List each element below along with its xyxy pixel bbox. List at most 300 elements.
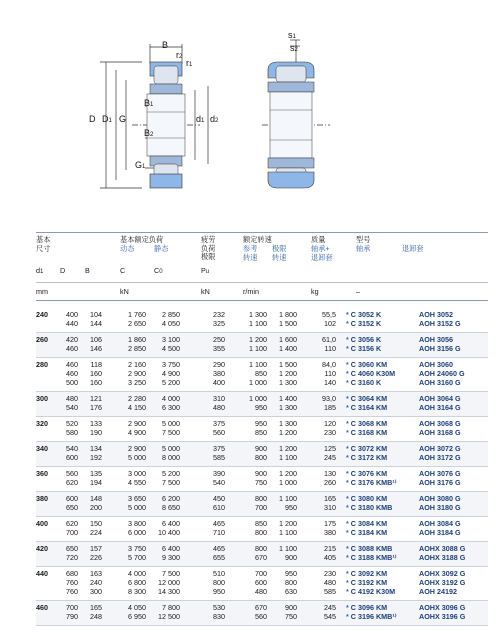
cell-outside-diameter-line: 460 <box>66 344 78 353</box>
cell-mass <box>314 360 336 387</box>
units-top-rule <box>36 282 488 283</box>
cell-mass <box>314 603 336 621</box>
cell-mass-line: 55,5 <box>322 310 336 319</box>
cell-fatigue-limit-line: 465 <box>213 544 225 553</box>
cell-width-line: 300 <box>90 587 102 596</box>
cell-bore-diameter: 240 <box>36 310 48 319</box>
cell-fatigue-limit <box>201 360 225 387</box>
popular-item-star: * <box>346 369 351 378</box>
designation-text: C 3164 KM <box>350 403 388 412</box>
designation-text: C 4192 K30M <box>350 587 396 596</box>
header-designation-bearing: 轴承 <box>356 244 371 253</box>
popular-item-star: * <box>346 444 351 453</box>
designation-text: C 3172 KM <box>350 453 388 462</box>
popular-item-star: * <box>346 612 351 621</box>
cell-fatigue-limit-line: 950 <box>213 587 225 596</box>
cell-static-load-line: 10 400 <box>158 528 180 537</box>
cell-reference-speed-line: 600 <box>255 578 267 587</box>
cell-outside-diameter-line: 600 <box>66 494 78 503</box>
cell-designation <box>346 519 416 537</box>
cell-limiting-speed-line: 1 100 <box>279 453 297 462</box>
label-B: B <box>162 40 169 50</box>
cell-width <box>86 394 102 412</box>
header-fatigue: 疲劳 负荷 极限 <box>201 235 216 261</box>
cell-designation <box>346 469 416 487</box>
cell-reference-speed-line: 800 <box>255 528 267 537</box>
cell-fatigue-limit <box>201 603 225 621</box>
cell-width-line: 160 <box>90 369 102 378</box>
cell-designation-line <box>346 469 416 478</box>
cell-outside-diameter-line: 460 <box>66 369 78 378</box>
cell-reference-speed-line: 1 100 <box>249 319 267 328</box>
cell-reference-speed-line: 800 <box>255 494 267 503</box>
cell-dynamic-load <box>120 335 146 353</box>
cell-limiting-speed <box>271 519 297 537</box>
label-D: D <box>89 114 96 124</box>
cell-fatigue-limit <box>201 569 225 596</box>
cell-limiting-speed-line: 750 <box>285 612 297 621</box>
cell-limiting-speed-line: 1 300 <box>279 419 297 428</box>
cell-static-load-line: 7 500 <box>162 478 180 487</box>
cell-reference-speed-line: 950 <box>255 403 267 412</box>
units-bottom-rule <box>36 300 488 301</box>
cell-static-load-line: 7 800 <box>162 603 180 612</box>
cell-static-load-line: 12 000 <box>158 578 180 587</box>
unit-rmin: r/min <box>243 287 259 296</box>
designation-text: C 3056 K <box>350 335 382 344</box>
cell-designation-line <box>346 603 416 612</box>
label-r2: r2 <box>176 50 183 60</box>
cell-limiting-speed-line: 1 100 <box>279 494 297 503</box>
cell-outside-diameter-line: 400 <box>66 310 78 319</box>
cell-outside-diameter-line: 720 <box>66 553 78 562</box>
cell-designation-line <box>346 403 416 412</box>
cell-static-load-line: 5 000 <box>162 419 180 428</box>
cell-fatigue-limit-line: 465 <box>213 519 225 528</box>
cell-outside-diameter-line: 440 <box>66 319 78 328</box>
popular-item-star: * <box>346 310 351 319</box>
cell-dynamic-load-line: 3 650 <box>128 494 146 503</box>
cell-mass-line: 84,0 <box>322 360 336 369</box>
cell-designation-line <box>346 544 416 553</box>
designation-text: C 3192 KM <box>350 578 388 587</box>
cell-limiting-speed-line: 1 100 <box>279 544 297 553</box>
designation-text: C 3196 KMB¹⁾ <box>350 612 397 621</box>
cell-limiting-speed <box>271 394 297 412</box>
cell-mass <box>314 519 336 537</box>
cell-mass-line: 380 <box>324 528 336 537</box>
cell-designation-line <box>346 453 416 462</box>
designation-text: C 3068 KM <box>350 419 388 428</box>
unit-kN: kN <box>120 287 129 296</box>
popular-item-star: * <box>346 378 351 387</box>
cell-dynamic-load-line: 2 900 <box>128 369 146 378</box>
cell-mass <box>314 335 336 353</box>
cell-width <box>86 569 102 596</box>
cell-mass-line: 245 <box>324 603 336 612</box>
header-speed-lim: 极限 转速 <box>272 244 287 262</box>
cell-outside-diameter-line: 700 <box>66 528 78 537</box>
cell-fatigue-limit-line: 480 <box>213 403 225 412</box>
cell-mass <box>314 494 336 512</box>
cell-withdrawal-sleeve-line: AOHX 3192 G <box>419 578 466 587</box>
cell-dynamic-load-line: 5 000 <box>128 453 146 462</box>
cell-width <box>86 469 102 487</box>
cell-limiting-speed-line: 1 200 <box>279 444 297 453</box>
cell-designation <box>346 360 416 387</box>
cell-outside-diameter-line: 480 <box>66 394 78 403</box>
cell-designation-line <box>346 478 416 487</box>
cell-limiting-speed-line: 1 300 <box>279 403 297 412</box>
cell-withdrawal-sleeve <box>419 419 487 437</box>
cell-outside-diameter-line: 420 <box>66 335 78 344</box>
cell-fatigue-limit <box>201 419 225 437</box>
cell-dynamic-load-line: 5 000 <box>128 503 146 512</box>
cell-outside-diameter-line: 540 <box>66 444 78 453</box>
header-designation: 型号 <box>356 235 371 244</box>
cell-limiting-speed <box>271 494 297 512</box>
cell-designation-line <box>346 335 416 344</box>
designation-text: C 3092 KM <box>350 569 388 578</box>
cell-withdrawal-sleeve-line: AOH 3184 G <box>419 528 461 537</box>
cell-outside-diameter-line: 460 <box>66 360 78 369</box>
designation-text: C 3084 KM <box>350 519 388 528</box>
designation-text: C 3152 K <box>350 319 382 328</box>
cell-width-line: 146 <box>90 344 102 353</box>
cell-static-load-line: 7 500 <box>162 569 180 578</box>
cell-mass-line: 260 <box>324 478 336 487</box>
cell-withdrawal-sleeve-line: AOH 3052 <box>419 310 453 319</box>
cell-outside-diameter-line: 620 <box>66 478 78 487</box>
cell-limiting-speed-line: 1 100 <box>279 528 297 537</box>
cell-static-load <box>152 444 180 462</box>
cell-mass-line: 120 <box>324 419 336 428</box>
cell-withdrawal-sleeve-line: AOH 3056 <box>419 335 453 344</box>
cell-limiting-speed <box>271 603 297 621</box>
cell-dynamic-load-line: 4 000 <box>128 569 146 578</box>
cell-designation-line <box>346 428 416 437</box>
cell-limiting-speed-line: 1 500 <box>279 319 297 328</box>
cell-width-line: 106 <box>90 335 102 344</box>
cell-fatigue-limit-line: 400 <box>213 378 225 387</box>
cell-outside-diameter-line: 760 <box>66 578 78 587</box>
header-mass: 质量 <box>311 235 326 244</box>
cell-mass-line: 93,0 <box>322 394 336 403</box>
cell-width-line: 190 <box>90 428 102 437</box>
popular-item-star: * <box>346 553 351 562</box>
cell-designation-line <box>346 394 416 403</box>
symbol-B: B <box>85 266 90 275</box>
unit-kN-fatigue: kN <box>201 287 210 296</box>
cell-designation-line <box>346 494 416 503</box>
cell-reference-speed-line: 1 200 <box>249 335 267 344</box>
cell-width-line: 135 <box>90 469 102 478</box>
label-B2: B2 <box>144 128 154 138</box>
cell-outside-diameter <box>60 419 78 437</box>
cell-mass-line: 545 <box>324 612 336 621</box>
designation-text: C 3176 KMB¹⁾ <box>350 478 397 487</box>
header-mass-sub: 轴承+ 退卸套 <box>311 244 333 262</box>
cell-fatigue-limit-line: 390 <box>213 469 225 478</box>
cell-designation <box>346 569 416 596</box>
designation-text: C 3160 K <box>350 378 382 387</box>
cell-static-load-line: 3 100 <box>162 335 180 344</box>
cell-fatigue-limit-line: 830 <box>213 612 225 621</box>
cell-dynamic-load-line: 6 950 <box>128 612 146 621</box>
cell-withdrawal-sleeve-line: AOH 3068 G <box>419 419 461 428</box>
table-row-group <box>36 442 488 467</box>
cell-mass <box>314 419 336 437</box>
cell-fatigue-limit-line: 380 <box>213 369 225 378</box>
cell-outside-diameter <box>60 335 78 353</box>
cell-width-line: 144 <box>90 319 102 328</box>
table-row-group <box>36 567 488 601</box>
cell-static-load-line: 6 200 <box>162 494 180 503</box>
label-d2: d2 <box>210 114 219 124</box>
cell-width-line: 248 <box>90 612 102 621</box>
cell-static-load-line: 8 650 <box>162 503 180 512</box>
cell-reference-speed <box>243 444 267 462</box>
cell-withdrawal-sleeve-line: AOH 3084 G <box>419 519 461 528</box>
cell-withdrawal-sleeve <box>419 519 487 537</box>
cell-reference-speed-line: 670 <box>255 553 267 562</box>
cell-reference-speed-line: 750 <box>255 478 267 487</box>
cell-designation <box>346 419 416 437</box>
cell-designation-line <box>346 369 416 378</box>
cell-limiting-speed <box>271 469 297 487</box>
cell-dynamic-load <box>120 419 146 437</box>
cell-static-load-line: 5 200 <box>162 469 180 478</box>
cell-limiting-speed-line: 1 200 <box>279 469 297 478</box>
cell-mass <box>314 444 336 462</box>
table-row-group <box>36 358 488 392</box>
cell-dynamic-load <box>120 544 146 562</box>
cell-withdrawal-sleeve <box>419 469 487 487</box>
cell-static-load <box>152 603 180 621</box>
cell-designation-line <box>346 578 416 587</box>
symbol-C: C <box>120 266 126 275</box>
cell-fatigue-limit-line: 232 <box>213 310 225 319</box>
cell-withdrawal-sleeve-line: AOHX 3188 G <box>419 553 466 562</box>
cell-fatigue-limit-line: 800 <box>213 578 225 587</box>
cell-dynamic-load-line: 2 900 <box>128 444 146 453</box>
header-load-static: 静态 <box>154 244 169 253</box>
cell-limiting-speed-line: 800 <box>285 578 297 587</box>
cell-reference-speed-line: 1 300 <box>249 310 267 319</box>
cell-static-load-line: 6 400 <box>162 544 180 553</box>
designation-text: C 3060 KM <box>350 360 388 369</box>
cell-withdrawal-sleeve <box>419 444 487 462</box>
cell-designation-line <box>346 519 416 528</box>
cell-designation <box>346 494 416 512</box>
cell-limiting-speed-line: 630 <box>285 587 297 596</box>
designation-text: C 3072 KM <box>350 444 388 453</box>
cell-reference-speed-line: 700 <box>255 503 267 512</box>
cell-reference-speed-line: 1 100 <box>249 344 267 353</box>
cell-reference-speed <box>243 569 267 596</box>
cell-reference-speed-line: 900 <box>255 444 267 453</box>
unit-dash: – <box>356 287 360 296</box>
table-row-group <box>36 417 488 442</box>
cell-static-load-line: 6 400 <box>162 519 180 528</box>
cell-static-load <box>152 394 180 412</box>
cell-reference-speed <box>243 469 267 487</box>
cell-reference-speed-line: 900 <box>255 469 267 478</box>
cell-outside-diameter-line: 790 <box>66 612 78 621</box>
cell-designation-line <box>346 587 416 596</box>
cell-mass-line: 185 <box>324 403 336 412</box>
designation-text: C 3080 KM <box>350 494 388 503</box>
cell-designation-line <box>346 444 416 453</box>
popular-item-star: * <box>346 319 351 328</box>
cell-mass <box>314 469 336 487</box>
symbol-d1: d1 <box>36 266 44 275</box>
cell-mass-line: 110 <box>324 344 336 353</box>
cell-mass-line: 245 <box>324 453 336 462</box>
cell-outside-diameter <box>60 360 78 387</box>
cell-dynamic-load <box>120 603 146 621</box>
popular-item-star: * <box>346 335 351 344</box>
cell-mass <box>314 310 336 328</box>
cell-reference-speed-line: 1 000 <box>249 378 267 387</box>
cell-designation-line <box>346 503 416 512</box>
cell-bore-diameter: 340 <box>36 444 48 453</box>
cell-fatigue-limit-line: 585 <box>213 453 225 462</box>
cell-limiting-speed <box>271 569 297 596</box>
cell-dynamic-load <box>120 310 146 328</box>
cell-mass <box>314 544 336 562</box>
cell-limiting-speed-line: 950 <box>285 569 297 578</box>
cell-static-load <box>152 494 180 512</box>
cell-width <box>86 494 102 512</box>
cell-withdrawal-sleeve-line: AOH 3152 G <box>419 319 461 328</box>
cell-outside-diameter <box>60 444 78 462</box>
cell-designation <box>346 310 416 328</box>
cell-dynamic-load-line: 3 250 <box>128 378 146 387</box>
cell-dynamic-load-line: 2 850 <box>128 344 146 353</box>
cell-limiting-speed <box>271 360 297 387</box>
cell-dynamic-load <box>120 394 146 412</box>
cell-reference-speed-line: 700 <box>255 569 267 578</box>
cell-dynamic-load-line: 8 300 <box>128 587 146 596</box>
cell-width <box>86 603 102 621</box>
cell-withdrawal-sleeve-line: AOH 3156 G <box>419 344 461 353</box>
cell-fatigue-limit <box>201 444 225 462</box>
cell-dynamic-load-line: 6 000 <box>128 528 146 537</box>
popular-item-star: * <box>346 569 351 578</box>
cell-bore-diameter: 300 <box>36 394 48 403</box>
label-d1: d1 <box>196 114 205 124</box>
designation-text: C 3180 KMB <box>350 503 393 512</box>
cell-outside-diameter-line: 540 <box>66 403 78 412</box>
cell-limiting-speed-line: 1 500 <box>279 360 297 369</box>
cell-static-load-line: 8 000 <box>162 453 180 462</box>
cell-width-line: 134 <box>90 444 102 453</box>
cell-mass-line: 585 <box>324 587 336 596</box>
cell-width-line: 133 <box>90 419 102 428</box>
cell-bore-diameter: 260 <box>36 335 48 344</box>
cell-fatigue-limit-line: 560 <box>213 428 225 437</box>
cell-width-line: 121 <box>90 394 102 403</box>
label-s2: s2 <box>290 43 298 53</box>
cell-dynamic-load-line: 2 900 <box>128 419 146 428</box>
cell-limiting-speed-line: 1 400 <box>279 344 297 353</box>
cell-static-load-line: 6 300 <box>162 403 180 412</box>
designation-text: C 3076 KM <box>350 469 388 478</box>
unit-mm: mm <box>36 287 48 296</box>
cell-bore-diameter: 420 <box>36 544 48 553</box>
cell-reference-speed <box>243 603 267 621</box>
cell-static-load-line: 5 000 <box>162 444 180 453</box>
cell-reference-speed-line: 850 <box>255 428 267 437</box>
cell-reference-speed <box>243 360 267 387</box>
cell-bore-diameter: 380 <box>36 494 48 503</box>
cell-width-line: 226 <box>90 553 102 562</box>
cell-outside-diameter-line: 760 <box>66 587 78 596</box>
cell-mass-line: 140 <box>324 378 336 387</box>
cell-dynamic-load-line: 2 280 <box>128 394 146 403</box>
popular-item-star: * <box>346 494 351 503</box>
cell-width <box>86 335 102 353</box>
cell-withdrawal-sleeve-line: AOH 3164 G <box>419 403 461 412</box>
cell-designation-line <box>346 612 416 621</box>
label-r1: r1 <box>186 58 193 68</box>
cell-reference-speed-line: 670 <box>255 603 267 612</box>
table-row-group <box>36 333 488 358</box>
cell-designation-line <box>346 310 416 319</box>
cell-mass-line: 405 <box>324 553 336 562</box>
cell-mass-line: 165 <box>324 494 336 503</box>
cell-withdrawal-sleeve-line: AOHX 3092 G <box>419 569 466 578</box>
cell-width-line: 192 <box>90 453 102 462</box>
cell-withdrawal-sleeve-line: AOHX 3096 G <box>419 603 466 612</box>
cell-fatigue-limit-line: 540 <box>213 478 225 487</box>
popular-item-star: * <box>346 587 351 596</box>
popular-item-star: * <box>346 419 351 428</box>
cell-mass-line: 230 <box>324 569 336 578</box>
cell-bore-diameter: 460 <box>36 603 48 612</box>
cell-width-line: 163 <box>90 569 102 578</box>
label-D1: D1 <box>102 114 112 124</box>
cell-limiting-speed <box>271 444 297 462</box>
table-top-rule <box>36 232 488 233</box>
cell-width <box>86 544 102 562</box>
table-row-group <box>36 492 488 517</box>
cell-mass-line: 125 <box>324 444 336 453</box>
cell-width-line: 200 <box>90 503 102 512</box>
cell-dynamic-load-line: 4 900 <box>128 428 146 437</box>
cell-width-line: 104 <box>90 310 102 319</box>
popular-item-star: * <box>346 403 351 412</box>
cell-static-load <box>152 569 180 596</box>
cell-dynamic-load-line: 2 160 <box>128 360 146 369</box>
cell-fatigue-limit-line: 450 <box>213 494 225 503</box>
cell-mass-line: 102 <box>324 319 336 328</box>
cell-dynamic-load-line: 5 700 <box>128 553 146 562</box>
cell-limiting-speed <box>271 335 297 353</box>
cell-dynamic-load-line: 1 860 <box>128 335 146 344</box>
cell-outside-diameter-line: 650 <box>66 544 78 553</box>
cell-fatigue-limit-line: 510 <box>213 569 225 578</box>
cell-fatigue-limit-line: 310 <box>213 394 225 403</box>
bearing-table-body <box>36 308 488 626</box>
table-row-group <box>36 308 488 333</box>
bearing-cross-section <box>0 0 498 218</box>
cell-bore-diameter: 320 <box>36 419 48 428</box>
cell-static-load-line: 5 200 <box>162 378 180 387</box>
designation-text: C 3156 K <box>350 344 382 353</box>
cell-limiting-speed-line: 1 400 <box>279 394 297 403</box>
